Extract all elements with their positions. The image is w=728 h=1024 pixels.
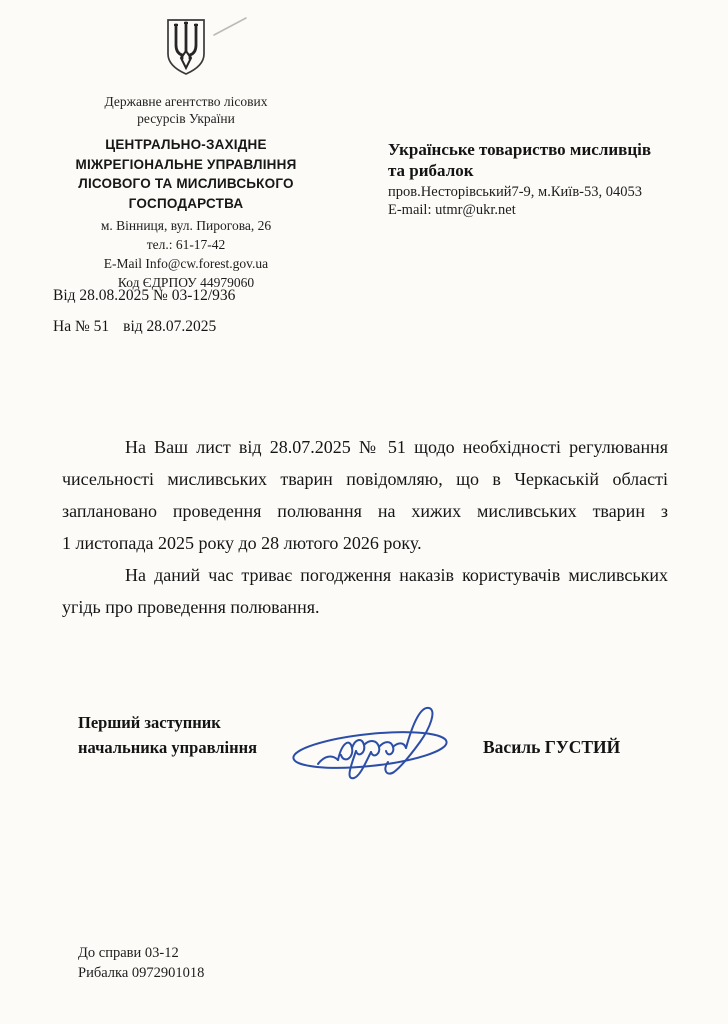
body-paragraph1-line4: 1 листопада 2025 року до 28 лютого 2026 року. (62, 533, 422, 553)
outgoing-reference: Від 28.08.2025 № 03-12/936 (53, 287, 236, 304)
body-paragraph2-line2: угідь про проведення полювання. (62, 597, 320, 617)
sender-phone: тел.: 61-17-42 (146, 237, 226, 252)
sender-letterhead (36, 18, 336, 292)
sender-email: E-Mail Info@cw.forest.gov.ua (103, 256, 269, 271)
org-name-line3: ЛІСОВОГО ТА МИСЛИВСЬКОГО (78, 176, 294, 191)
recipient-address: пров.Несторівський7-9, м.Київ-53, 04053 (388, 184, 642, 200)
recipient-block (388, 139, 693, 219)
parent-agency-line1: Державне агентство лісових (104, 94, 268, 109)
org-name-line2: МІЖРЕГІОНАЛЬНЕ УПРАВЛІННЯ (75, 156, 297, 172)
parent-agency-line2: ресурсів України (137, 111, 235, 126)
signer-name: Василь ГУСТИЙ (483, 737, 621, 757)
sender-org-name (36, 135, 336, 213)
ukraine-trident-emblem-icon (164, 18, 208, 78)
signer-title-line1: Перший заступник (78, 713, 221, 732)
sender-edrpou-code: Код ЄДРПОУ 44979060 (117, 275, 255, 290)
body-paragraph1-line3: заплановано проведення полювання на хижих мисливських тварин з (62, 501, 668, 521)
recipient-name-line2: та рибалок (388, 161, 474, 180)
incoming-reference-number: На № 51 (53, 318, 110, 335)
letter-body (62, 431, 668, 623)
reference-block (53, 287, 235, 336)
body-paragraph1-line2: чисельності мисливських тварин повідомляю, що в Черкаській області (62, 469, 668, 489)
case-file-note: До справи 03-12 (78, 945, 179, 961)
sender-address: м. Вінниця, вул. Пирогова, 26 (100, 218, 272, 233)
org-name-line1: ЦЕНТРАЛЬНО-ЗАХІДНЕ (105, 137, 267, 152)
footer-notes (78, 944, 204, 983)
incoming-reference-date: від 28.07.2025 (123, 318, 217, 335)
body-paragraph1-line1: На Ваш лист від 28.07.2025 № 51 щодо необхідності регулювання (125, 437, 668, 457)
body-paragraph2-line1: На даний час триває погодження наказів користувачів мисливських (125, 565, 668, 585)
handwritten-signature (288, 698, 468, 793)
recipient-name-line1: Українське товариство мисливців (388, 140, 652, 159)
executor-contact: Рибалка 0972901018 (78, 964, 205, 981)
signer-title-line2: начальника управління (78, 738, 258, 757)
signer-title (78, 710, 257, 760)
org-name-line4: ГОСПОДАРСТВА (128, 195, 244, 211)
recipient-email: E-mail: utmr@ukr.net (388, 202, 516, 218)
